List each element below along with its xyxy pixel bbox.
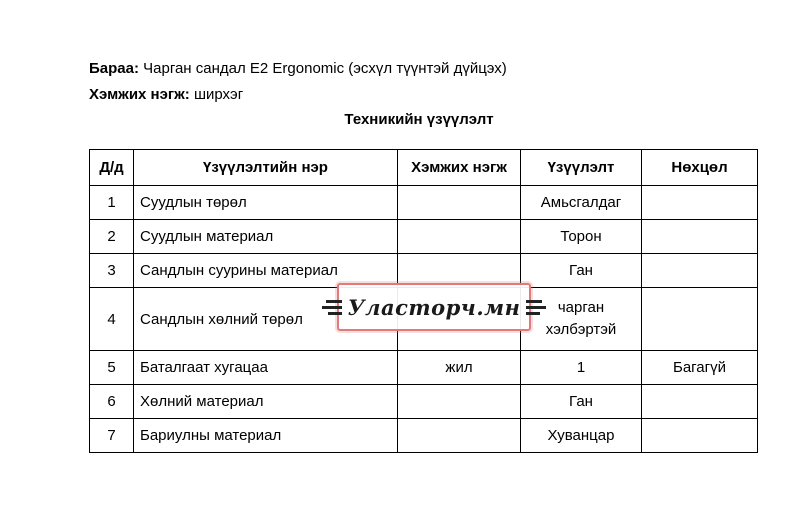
cell-unit bbox=[398, 220, 521, 254]
cell-no: 5 bbox=[90, 351, 134, 385]
cell-note: Багагүй bbox=[642, 351, 758, 385]
cell-note bbox=[642, 288, 758, 351]
cell-value: Торон bbox=[521, 220, 642, 254]
cell-unit bbox=[398, 186, 521, 220]
table-row bbox=[90, 186, 758, 220]
doc-title: Техникийн үзүүлэлт bbox=[344, 111, 494, 128]
product-label: Бараа: bbox=[89, 60, 139, 77]
header-no: Д/д bbox=[90, 150, 134, 186]
speed-lines-icon bbox=[322, 300, 342, 315]
cell-value: Амьсгалдаг bbox=[521, 186, 642, 220]
cell-note bbox=[642, 186, 758, 220]
cell-name: Суудлын материал bbox=[134, 220, 398, 254]
cell-name: Хөлний материал bbox=[134, 385, 398, 419]
cell-no: 7 bbox=[90, 419, 134, 453]
header-value: Үзүүлэлт bbox=[521, 150, 642, 186]
cell-note bbox=[642, 385, 758, 419]
cell-unit: жил bbox=[398, 351, 521, 385]
table-row bbox=[90, 220, 758, 254]
header-note: Нөхцөл bbox=[642, 150, 758, 186]
header-unit: Хэмжих нэгж bbox=[398, 150, 521, 186]
cell-value: Хуванцар bbox=[521, 419, 642, 453]
cell-no: 4 bbox=[90, 288, 134, 351]
cell-no: 3 bbox=[90, 254, 134, 288]
cell-no: 1 bbox=[90, 186, 134, 220]
cell-value: 1 bbox=[521, 351, 642, 385]
cell-name: Бариулны материал bbox=[134, 419, 398, 453]
table-header-row bbox=[90, 150, 758, 186]
cell-no: 6 bbox=[90, 385, 134, 419]
table-row bbox=[90, 351, 758, 385]
unit-label: Хэмжих нэгж: bbox=[89, 86, 190, 103]
cell-note bbox=[642, 220, 758, 254]
speed-lines-icon bbox=[526, 300, 546, 315]
cell-value: Ган bbox=[521, 385, 642, 419]
product-value: Чарган сандал E2 Ergonomic (эсхүл түүнтэй дүйцэх) bbox=[143, 60, 507, 77]
cell-name: Суудлын төрөл bbox=[134, 186, 398, 220]
cell-unit bbox=[398, 419, 521, 453]
cell-note bbox=[642, 419, 758, 453]
cell-name: Сандлын суурины материал bbox=[134, 254, 398, 288]
cell-value-line2: хэлбэртэй bbox=[545, 321, 617, 338]
unit-value: ширхэг bbox=[193, 86, 244, 103]
cell-no: 2 bbox=[90, 220, 134, 254]
cell-value-line1: чарган bbox=[557, 299, 605, 316]
watermark-text: Уласторч.мн bbox=[347, 294, 521, 320]
table-row bbox=[90, 419, 758, 453]
header-name: Үзүүлэлтийн нэр bbox=[134, 150, 398, 186]
cell-name: Сандлын хөлний төрөл bbox=[134, 288, 398, 351]
watermark-logo bbox=[337, 283, 531, 331]
cell-note bbox=[642, 254, 758, 288]
cell-unit bbox=[398, 385, 521, 419]
cell-name: Баталгаат хугацаа bbox=[134, 351, 398, 385]
unit-line bbox=[89, 86, 243, 103]
product-line bbox=[89, 60, 507, 77]
cell-value: Ган bbox=[521, 254, 642, 288]
table-row bbox=[90, 385, 758, 419]
